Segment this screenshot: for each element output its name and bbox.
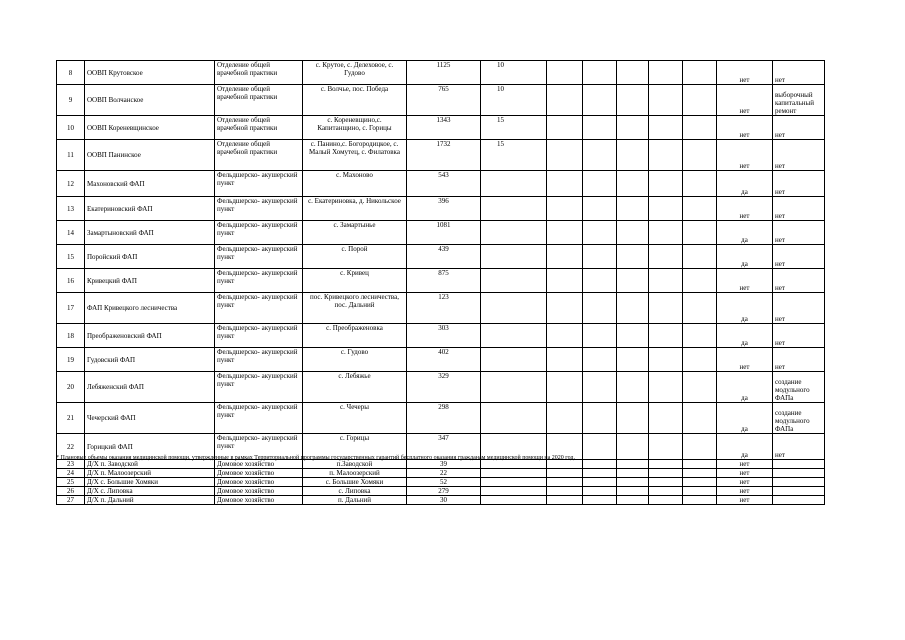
facility-type: Фельдшерско- акушерский пункт (215, 171, 303, 197)
empty-cell (617, 348, 649, 372)
facility-name: ООВП Крутовское (85, 61, 215, 85)
empty-cell (617, 116, 649, 140)
empty-cell (547, 221, 583, 245)
population: 279 (407, 487, 481, 496)
planned-measures (773, 487, 825, 496)
facilities-table (56, 60, 825, 505)
population: 1125 (407, 61, 481, 85)
planned-volume (481, 269, 547, 293)
empty-cell (547, 269, 583, 293)
empty-cell (683, 140, 717, 171)
empty-cell (617, 403, 649, 434)
served-localities: п. Дальний (303, 496, 407, 505)
served-localities: с. Кореневщино,с. Капитанщино, с. Горицы (303, 116, 407, 140)
empty-cell (617, 487, 649, 496)
empty-cell (583, 372, 617, 403)
population: 765 (407, 85, 481, 116)
repair-needed: нет (717, 140, 773, 171)
table-row (57, 403, 825, 434)
empty-cell (649, 293, 683, 324)
facility-name: Екатериновский ФАП (85, 197, 215, 221)
planned-volume (481, 245, 547, 269)
planned-volume (481, 487, 547, 496)
repair-needed: нет (717, 61, 773, 85)
empty-cell (683, 478, 717, 487)
empty-cell (649, 496, 683, 505)
empty-cell (547, 116, 583, 140)
row-number: 9 (57, 85, 85, 116)
empty-cell (649, 221, 683, 245)
row-number: 11 (57, 140, 85, 171)
empty-cell (649, 171, 683, 197)
served-localities: с. Преображеновка (303, 324, 407, 348)
row-number: 22 (57, 434, 85, 460)
table-row (57, 487, 825, 496)
population: 123 (407, 293, 481, 324)
population: 439 (407, 245, 481, 269)
planned-volume (481, 469, 547, 478)
served-localities: с. Горицы (303, 434, 407, 460)
empty-cell (547, 61, 583, 85)
facility-name: Преображеновский ФАП (85, 324, 215, 348)
planned-measures: нет (773, 116, 825, 140)
repair-needed: нет (717, 469, 773, 478)
empty-cell (583, 197, 617, 221)
planned-volume (481, 496, 547, 505)
empty-cell (547, 348, 583, 372)
empty-cell (649, 348, 683, 372)
empty-cell (649, 403, 683, 434)
planned-volume (481, 197, 547, 221)
repair-needed: да (717, 434, 773, 460)
facility-type: Фельдшерско- акушерский пункт (215, 293, 303, 324)
facility-name: ООВП Волчанское (85, 85, 215, 116)
served-localities: с. Порой (303, 245, 407, 269)
empty-cell (617, 469, 649, 478)
row-number: 20 (57, 372, 85, 403)
empty-cell (617, 85, 649, 116)
empty-cell (683, 496, 717, 505)
repair-needed: да (717, 171, 773, 197)
facility-name: Д/Х п. Дальний (85, 496, 215, 505)
facility-type: Фельдшерско- акушерский пункт (215, 197, 303, 221)
empty-cell (547, 85, 583, 116)
empty-cell (617, 324, 649, 348)
repair-needed: да (717, 372, 773, 403)
empty-cell (547, 496, 583, 505)
empty-cell (683, 197, 717, 221)
repair-needed: нет (717, 116, 773, 140)
planned-measures: выборочный капитальный ремонт (773, 85, 825, 116)
planned-measures: нет (773, 197, 825, 221)
row-number: 25 (57, 478, 85, 487)
empty-cell (583, 293, 617, 324)
table-row (57, 469, 825, 478)
planned-measures: нет (773, 324, 825, 348)
population: 22 (407, 469, 481, 478)
row-number: 24 (57, 469, 85, 478)
empty-cell (583, 434, 617, 460)
empty-cell (547, 487, 583, 496)
empty-cell (617, 221, 649, 245)
row-number: 10 (57, 116, 85, 140)
empty-cell (649, 85, 683, 116)
empty-cell (683, 460, 717, 469)
planned-volume (481, 403, 547, 434)
empty-cell (649, 245, 683, 269)
empty-cell (617, 434, 649, 460)
planned-measures (773, 478, 825, 487)
empty-cell (583, 221, 617, 245)
served-localities: пос. Кривецкого лесничества, пос. Дальний (303, 293, 407, 324)
empty-cell (683, 269, 717, 293)
empty-cell (683, 171, 717, 197)
planned-volume (481, 293, 547, 324)
served-localities: с. Гудово (303, 348, 407, 372)
population: 875 (407, 269, 481, 293)
empty-cell (649, 460, 683, 469)
repair-needed: нет (717, 478, 773, 487)
facility-type: Отделение общей врачебной практики (215, 85, 303, 116)
planned-measures (773, 496, 825, 505)
repair-needed: да (717, 293, 773, 324)
empty-cell (617, 61, 649, 85)
table-row (57, 478, 825, 487)
empty-cell (683, 245, 717, 269)
empty-cell (683, 348, 717, 372)
table-row (57, 348, 825, 372)
facility-type: Домовое хозяйство (215, 478, 303, 487)
facility-type: Домовое хозяйство (215, 487, 303, 496)
population: 402 (407, 348, 481, 372)
row-number: 17 (57, 293, 85, 324)
planned-measures (773, 460, 825, 469)
facility-name: Замартыновский ФАП (85, 221, 215, 245)
facility-type: Отделение общей врачебной практики (215, 140, 303, 171)
empty-cell (649, 61, 683, 85)
empty-cell (683, 61, 717, 85)
empty-cell (547, 403, 583, 434)
served-localities: с. Лебяжье (303, 372, 407, 403)
row-number: 27 (57, 496, 85, 505)
facility-name: Чечерский ФАП (85, 403, 215, 434)
facility-type: Фельдшерско- акушерский пункт (215, 269, 303, 293)
empty-cell (547, 293, 583, 324)
empty-cell (683, 469, 717, 478)
planned-measures: нет (773, 434, 825, 460)
served-localities: с. Замартынье (303, 221, 407, 245)
row-number: 8 (57, 61, 85, 85)
empty-cell (649, 324, 683, 348)
facility-type: Фельдшерско- акушерский пункт (215, 348, 303, 372)
empty-cell (683, 324, 717, 348)
served-localities: с. Крутое, с. Делеховое, с. Гудово (303, 61, 407, 85)
facility-type: Отделение общей врачебной практики (215, 116, 303, 140)
empty-cell (617, 372, 649, 403)
empty-cell (649, 487, 683, 496)
empty-cell (547, 171, 583, 197)
population: 39 (407, 460, 481, 469)
served-localities: п.Заводской (303, 460, 407, 469)
population: 1732 (407, 140, 481, 171)
served-localities: с. Кривец (303, 269, 407, 293)
row-number: 13 (57, 197, 85, 221)
population: 347 (407, 434, 481, 460)
population: 303 (407, 324, 481, 348)
empty-cell (617, 269, 649, 293)
facility-name: ООВП Панинское (85, 140, 215, 171)
repair-needed: нет (717, 85, 773, 116)
empty-cell (649, 372, 683, 403)
footnote: * Плановые объемы оказания медицинской помощи, утвержденные в рамках Территориальной программы государственных гарантий бесплатного оказания гражданам медицинской помощи на 2020 год. (56, 455, 575, 461)
facility-type: Домовое хозяйство (215, 469, 303, 478)
empty-cell (583, 116, 617, 140)
facility-type: Фельдшерско- акушерский пункт (215, 221, 303, 245)
empty-cell (683, 434, 717, 460)
facility-name: Д/Х п. Малоозерский (85, 469, 215, 478)
row-number: 18 (57, 324, 85, 348)
facility-type: Фельдшерско- акушерский пункт (215, 372, 303, 403)
table-row (57, 324, 825, 348)
table-row (57, 61, 825, 85)
empty-cell (683, 487, 717, 496)
planned-measures (773, 469, 825, 478)
table-row (57, 197, 825, 221)
table-row (57, 496, 825, 505)
row-number: 19 (57, 348, 85, 372)
planned-measures: нет (773, 140, 825, 171)
empty-cell (547, 245, 583, 269)
empty-cell (547, 140, 583, 171)
row-number: 14 (57, 221, 85, 245)
empty-cell (617, 478, 649, 487)
table-row (57, 293, 825, 324)
served-localities: с. Екатериновка, д. Никольское (303, 197, 407, 221)
empty-cell (683, 293, 717, 324)
population: 52 (407, 478, 481, 487)
planned-measures: нет (773, 269, 825, 293)
facility-type: Фельдшерско- акушерский пункт (215, 403, 303, 434)
planned-measures: нет (773, 171, 825, 197)
empty-cell (583, 140, 617, 171)
served-localities: с. Волчье, пос. Победа (303, 85, 407, 116)
served-localities: с. Махоново (303, 171, 407, 197)
empty-cell (583, 469, 617, 478)
repair-needed: да (717, 403, 773, 434)
facility-name: Гудовский ФАП (85, 348, 215, 372)
facility-type: Фельдшерско- акушерский пункт (215, 245, 303, 269)
served-localities: с. Чечеры (303, 403, 407, 434)
row-number: 26 (57, 487, 85, 496)
table-row (57, 140, 825, 171)
facility-type: Домовое хозяйство (215, 460, 303, 469)
planned-volume: 15 (481, 140, 547, 171)
empty-cell (649, 116, 683, 140)
empty-cell (649, 434, 683, 460)
empty-cell (547, 324, 583, 348)
empty-cell (583, 496, 617, 505)
empty-cell (649, 140, 683, 171)
facility-type: Отделение общей врачебной практики (215, 61, 303, 85)
empty-cell (649, 197, 683, 221)
facility-name: Кривецкий ФАП (85, 269, 215, 293)
planned-measures: нет (773, 348, 825, 372)
repair-needed: нет (717, 487, 773, 496)
population: 1081 (407, 221, 481, 245)
facility-name: ФАП Кривецкого лесничества (85, 293, 215, 324)
empty-cell (583, 171, 617, 197)
population: 396 (407, 197, 481, 221)
served-localities: с. Панино,с. Богородицкое, с. Малый Хомутец, с. Филатовка (303, 140, 407, 171)
repair-needed: нет (717, 496, 773, 505)
empty-cell (583, 403, 617, 434)
planned-volume: 10 (481, 85, 547, 116)
population: 329 (407, 372, 481, 403)
planned-measures: создание модульного ФАПа (773, 403, 825, 434)
table-row (57, 116, 825, 140)
empty-cell (683, 221, 717, 245)
facility-type: Домовое хозяйство (215, 496, 303, 505)
facility-type: Фельдшерско- акушерский пункт (215, 434, 303, 460)
table-row (57, 85, 825, 116)
served-localities: с. Большие Хомяки (303, 478, 407, 487)
empty-cell (617, 197, 649, 221)
planned-volume (481, 478, 547, 487)
empty-cell (547, 469, 583, 478)
empty-cell (583, 269, 617, 293)
row-number: 12 (57, 171, 85, 197)
facility-name: Д/Х п. Заводской (85, 460, 215, 469)
empty-cell (583, 61, 617, 85)
empty-cell (649, 469, 683, 478)
planned-volume (481, 324, 547, 348)
planned-volume (481, 348, 547, 372)
served-localities: п. Малоозерский (303, 469, 407, 478)
empty-cell (617, 460, 649, 469)
facility-name: Горицкий ФАП (85, 434, 215, 460)
empty-cell (617, 171, 649, 197)
facility-name: Д/Х с. Липовка (85, 487, 215, 496)
empty-cell (617, 245, 649, 269)
facility-name: Д/Х с. Большие Хомяки (85, 478, 215, 487)
population: 1343 (407, 116, 481, 140)
empty-cell (583, 460, 617, 469)
empty-cell (683, 403, 717, 434)
empty-cell (649, 269, 683, 293)
empty-cell (649, 478, 683, 487)
empty-cell (583, 348, 617, 372)
repair-needed: нет (717, 269, 773, 293)
planned-measures: нет (773, 245, 825, 269)
repair-needed: нет (717, 460, 773, 469)
empty-cell (547, 372, 583, 403)
row-number: 21 (57, 403, 85, 434)
empty-cell (583, 478, 617, 487)
table-row (57, 245, 825, 269)
repair-needed: нет (717, 348, 773, 372)
empty-cell (547, 197, 583, 221)
planned-volume: 10 (481, 61, 547, 85)
repair-needed: нет (717, 197, 773, 221)
repair-needed: да (717, 324, 773, 348)
planned-measures: нет (773, 221, 825, 245)
empty-cell (583, 487, 617, 496)
row-number: 23 (57, 460, 85, 469)
planned-measures: создание модульного ФАПа (773, 372, 825, 403)
planned-volume (481, 171, 547, 197)
table-row (57, 221, 825, 245)
facility-name: Лебяженский ФАП (85, 372, 215, 403)
population: 298 (407, 403, 481, 434)
empty-cell (583, 245, 617, 269)
population: 30 (407, 496, 481, 505)
population: 543 (407, 171, 481, 197)
empty-cell (617, 293, 649, 324)
repair-needed: да (717, 245, 773, 269)
planned-volume (481, 372, 547, 403)
row-number: 16 (57, 269, 85, 293)
table-row (57, 372, 825, 403)
empty-cell (583, 85, 617, 116)
planned-measures: нет (773, 293, 825, 324)
empty-cell (583, 324, 617, 348)
row-number: 15 (57, 245, 85, 269)
empty-cell (617, 140, 649, 171)
facility-name: Поройский ФАП (85, 245, 215, 269)
served-localities: с. Липовка (303, 487, 407, 496)
facility-name: Махоновский ФАП (85, 171, 215, 197)
repair-needed: да (717, 221, 773, 245)
empty-cell (683, 116, 717, 140)
planned-volume: 15 (481, 116, 547, 140)
empty-cell (683, 85, 717, 116)
empty-cell (547, 478, 583, 487)
empty-cell (617, 496, 649, 505)
table-row (57, 171, 825, 197)
planned-measures: нет (773, 61, 825, 85)
facility-type: Фельдшерско- акушерский пункт (215, 324, 303, 348)
empty-cell (683, 372, 717, 403)
planned-volume (481, 221, 547, 245)
table-row (57, 269, 825, 293)
facility-name: ООВП Кореневщинское (85, 116, 215, 140)
